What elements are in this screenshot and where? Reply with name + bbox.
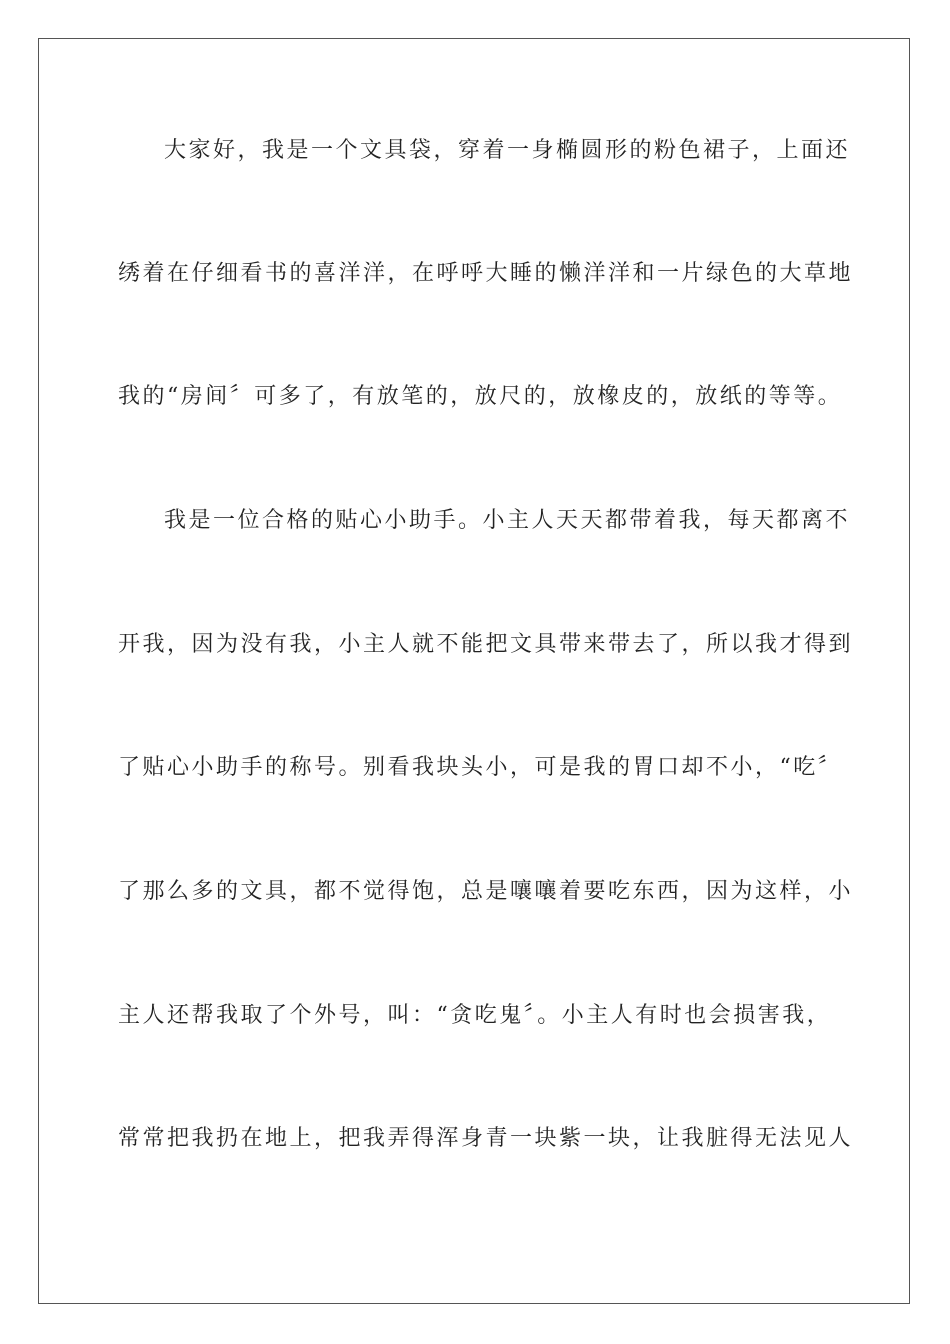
paragraph-2-line-1: 我是一位合格的贴心小助手。小主人天天都带着我，每天都离不 [164,508,851,533]
paragraph-2-line-2: 开我，因为没有我，小主人就不能把文具带来带去了，所以我才得到 [118,632,854,657]
paragraph-2-line-4: 了那么多的文具，都不觉得饱，总是嚷嚷着要吃东西，因为这样，小 [118,879,854,904]
paragraph-2-line-3: 了贴心小助手的称号。别看我块头小，可是我的胃口却不小，“吃〞 [118,755,843,780]
paragraph-1-line-3: 我的“房间〞可多了，有放笔的，放尺的，放橡皮的，放纸的等等。 [118,384,843,409]
paragraph-1-line-2: 绣着在仔细看书的喜洋洋，在呼呼大睡的懒洋洋和一片绿色的大草地 [118,261,854,286]
paragraph-2-line-5: 主人还帮我取了个外号，叫：“贪吃鬼〞。小主人有时也会损害我， [118,1003,832,1028]
paragraph-1-line-1: 大家好，我是一个文具袋，穿着一身椭圆形的粉色裙子，上面还 [164,138,851,163]
page-border [38,38,910,1304]
paragraph-2-line-6: 常常把我扔在地上，把我弄得浑身青一块紫一块，让我脏得无法见人 [118,1126,854,1151]
